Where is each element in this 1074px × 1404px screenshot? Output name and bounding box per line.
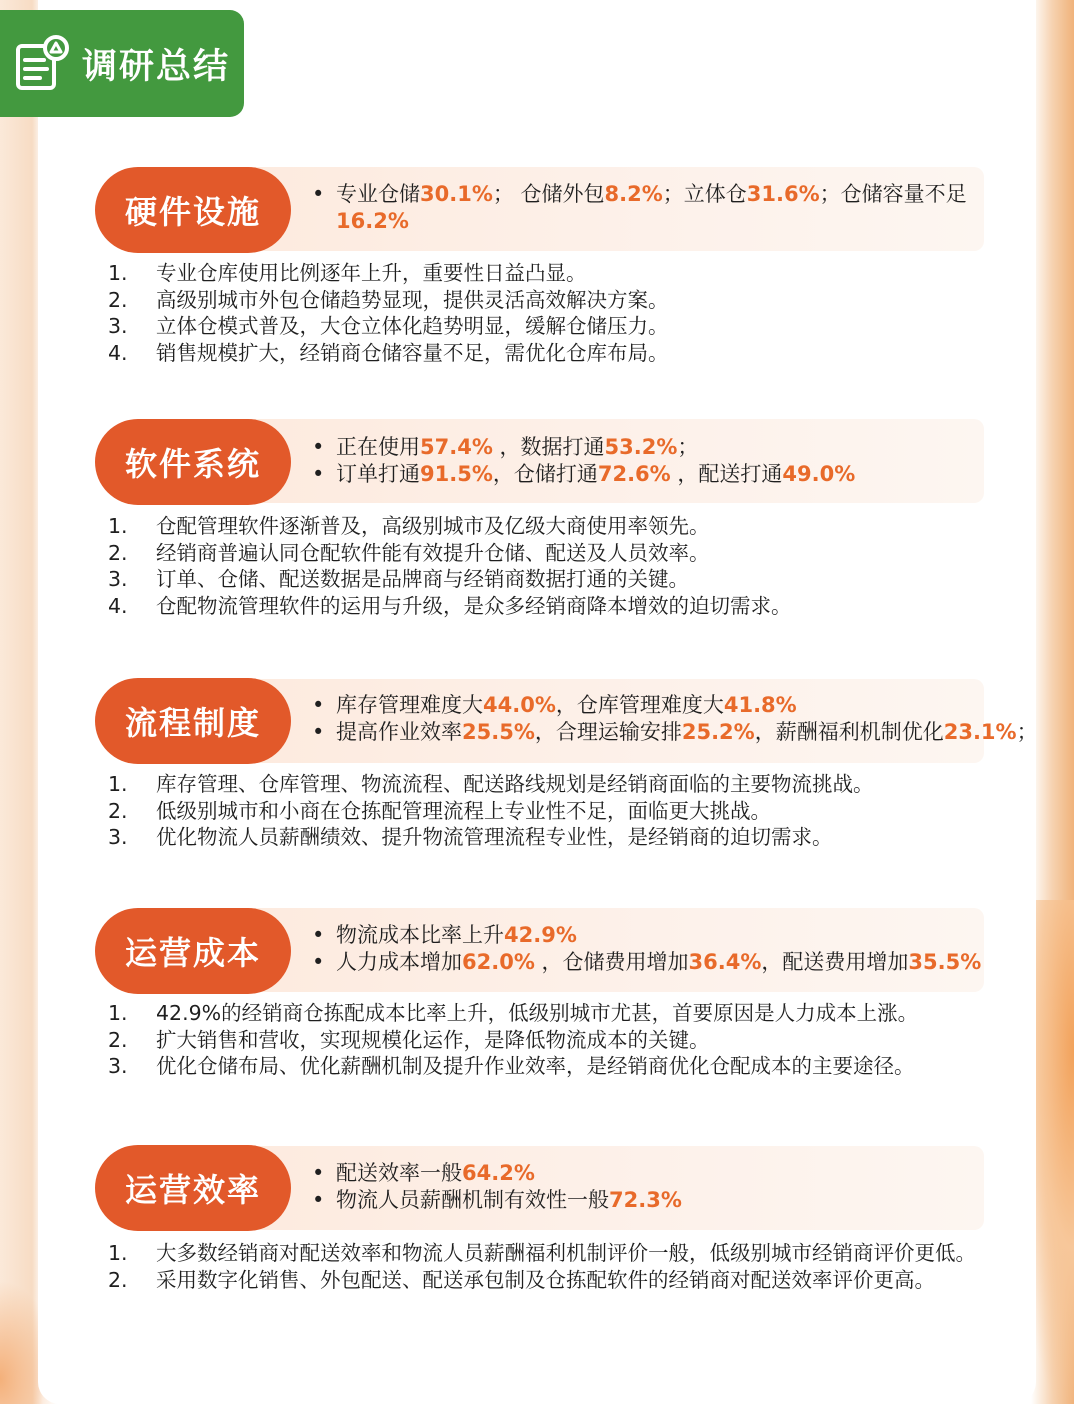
stat-text: ； (677, 435, 699, 459)
stat-text: ； 仓储外包 (492, 182, 605, 206)
finding-item (108, 313, 988, 340)
finding-item (108, 513, 988, 540)
finding-item (108, 1000, 988, 1027)
stat-text: ； (1016, 720, 1038, 744)
stat-percentage: 53.2% (604, 435, 678, 459)
stat-percentage: 62.0% (462, 950, 535, 974)
finding-number: 1. (108, 1241, 128, 1265)
stat-line (312, 692, 1038, 719)
findings-list (108, 513, 988, 619)
stat-text: ；立体仓 (662, 182, 747, 206)
finding-text: 经销商普遍认同仓配软件能有效提升仓储、配送及人员效率。 (156, 540, 710, 565)
finding-text: 立体仓模式普及，大仓立体化趋势明显，缓解仓储压力。 (156, 314, 669, 338)
finding-item (108, 260, 988, 287)
stat-percentage: 64.2% (462, 1161, 535, 1185)
findings-list (108, 1000, 988, 1080)
stat-text: ，仓库管理难度大 (555, 693, 724, 717)
finding-text: 低级别城市和小商在仓拣配管理流程上专业性不足，面临更大挑战。 (156, 798, 771, 823)
title-badge (0, 10, 244, 117)
stat-line (312, 949, 981, 976)
stat-list (312, 181, 967, 235)
findings-list (108, 260, 988, 366)
findings-list (108, 1240, 988, 1293)
stat-text: ，配送费用增加 (761, 950, 909, 974)
finding-text: 42.9%的经销商仓拣配成本比率上升，低级别城市尤甚，首要原因是人力成本上涨。 (156, 1001, 919, 1025)
finding-number: 3. (108, 314, 128, 338)
finding-number: 1. (108, 772, 128, 796)
finding-number: 2. (108, 798, 128, 823)
stat-text: ，配送打通 (670, 462, 783, 486)
stat-percentage: 42.9% (504, 923, 577, 947)
finding-item (108, 1053, 988, 1080)
stat-text: ；仓储容量不足 (819, 182, 967, 206)
stat-text: 专业仓储 (336, 182, 420, 206)
section-heading-pill: 流程制度 (95, 678, 291, 764)
stat-percentage: 31.6% (746, 182, 820, 206)
finding-number: 2. (108, 287, 128, 312)
stat-percentage: 25.2% (681, 720, 755, 744)
stat-text: ，仓储打通 (492, 462, 598, 486)
finding-item (108, 593, 988, 620)
finding-number: 3. (108, 1054, 128, 1078)
stat-line (312, 181, 967, 208)
stat-percentage: 72.3% (609, 1188, 682, 1212)
stat-text: 正在使用 (336, 435, 420, 459)
stat-percentage: 25.5% (462, 720, 535, 744)
finding-text: 仓配管理软件逐渐普及，高级别城市及亿级大商使用率领先。 (156, 514, 710, 538)
stat-line (312, 434, 855, 461)
finding-item (108, 287, 988, 314)
finding-text: 扩大销售和营收，实现规模化运作，是降低物流成本的关键。 (156, 1027, 710, 1052)
stat-percentage: 44.0% (483, 693, 556, 717)
stat-text: ，薪酬福利机制优化 (754, 720, 944, 744)
stat-percentage: 41.8% (723, 693, 797, 717)
stat-list (312, 434, 855, 488)
finding-text: 优化物流人员薪酬绩效、提升物流管理流程专业性，是经销商的迫切需求。 (156, 825, 833, 849)
finding-text: 仓配物流管理软件的运用与升级，是众多经销商降本增效的迫切需求。 (156, 593, 792, 618)
stat-text: ，数据打通 (492, 435, 605, 459)
finding-number: 1. (108, 261, 128, 285)
stat-line (312, 461, 855, 488)
page-title: 调研总结 (82, 46, 231, 87)
section-heading-pill: 软件系统 (95, 419, 291, 505)
stat-percentage: 16.2% (336, 209, 409, 233)
stat-line (312, 922, 981, 949)
finding-number: 4. (108, 593, 128, 618)
finding-text: 大多数经销商对配送效率和物流人员薪酬福利机制评价一般，低级别城市经销商评价更低。 (156, 1241, 976, 1265)
finding-item (108, 771, 988, 798)
finding-text: 销售规模扩大，经销商仓储容量不足，需优化仓库布局。 (156, 340, 669, 365)
finding-text: 订单、仓储、配送数据是品牌商与经销商数据打通的关键。 (156, 567, 689, 591)
finding-number: 2. (108, 1027, 128, 1052)
finding-item (108, 798, 988, 825)
stat-line (312, 1187, 682, 1214)
stat-text: 库存管理难度大 (336, 693, 483, 717)
stat-text: 物流人员薪酬机制有效性一般 (336, 1188, 609, 1212)
finding-number: 2. (108, 1267, 128, 1292)
document-edit-icon (12, 34, 72, 94)
stat-percentage: 57.4% (420, 435, 493, 459)
stat-list (312, 1160, 682, 1214)
finding-number: 4. (108, 340, 128, 365)
stat-percentage: 35.5% (908, 950, 982, 974)
finding-text: 高级别城市外包仓储趋势显现，提供灵活高效解决方案。 (156, 287, 669, 312)
stat-line (312, 208, 967, 235)
section-heading-pill: 运营效率 (95, 1145, 291, 1231)
stat-percentage: 23.1% (943, 720, 1017, 744)
stat-text: ，合理运输安排 (534, 720, 682, 744)
finding-text: 优化仓储布局、优化薪酬机制及提升作业效率，是经销商优化仓配成本的主要途径。 (156, 1054, 915, 1078)
stat-percentage: 49.0% (782, 462, 856, 486)
stat-percentage: 72.6% (597, 462, 671, 486)
section-heading-pill: 硬件设施 (95, 167, 291, 253)
finding-item (108, 1267, 988, 1294)
finding-item (108, 566, 988, 593)
finding-number: 1. (108, 1001, 128, 1025)
stat-text: 订单打通 (336, 462, 420, 486)
finding-item (108, 1240, 988, 1267)
section-heading-pill: 运营成本 (95, 908, 291, 994)
stat-line (312, 1160, 682, 1187)
finding-item (108, 340, 988, 367)
stat-list (312, 922, 981, 976)
stat-percentage: 30.1% (420, 182, 493, 206)
stat-percentage: 36.4% (688, 950, 762, 974)
finding-text: 采用数字化销售、外包配送、配送承包制及仓拣配软件的经销商对配送效率评价更高。 (156, 1267, 935, 1292)
stat-list (312, 692, 1038, 746)
finding-number: 3. (108, 567, 128, 591)
finding-text: 库存管理、仓库管理、物流流程、配送路线规划是经销商面临的主要物流挑战。 (156, 772, 874, 796)
stat-text: 物流成本比率上升 (336, 923, 504, 947)
stat-text: 配送效率一般 (336, 1161, 462, 1185)
finding-item (108, 540, 988, 567)
finding-item (108, 824, 988, 851)
stat-percentage: 91.5% (420, 462, 493, 486)
findings-list (108, 771, 988, 851)
stat-text: 提高作业效率 (336, 720, 462, 744)
stat-line (312, 719, 1038, 746)
finding-text: 专业仓库使用比例逐年上升，重要性日益凸显。 (156, 261, 587, 285)
finding-number: 3. (108, 825, 128, 849)
finding-number: 2. (108, 540, 128, 565)
stat-text: 人力成本增加 (336, 950, 462, 974)
stat-percentage: 8.2% (604, 182, 663, 206)
finding-item (108, 1027, 988, 1054)
finding-number: 1. (108, 514, 128, 538)
stat-text: ，仓储费用增加 (534, 950, 689, 974)
